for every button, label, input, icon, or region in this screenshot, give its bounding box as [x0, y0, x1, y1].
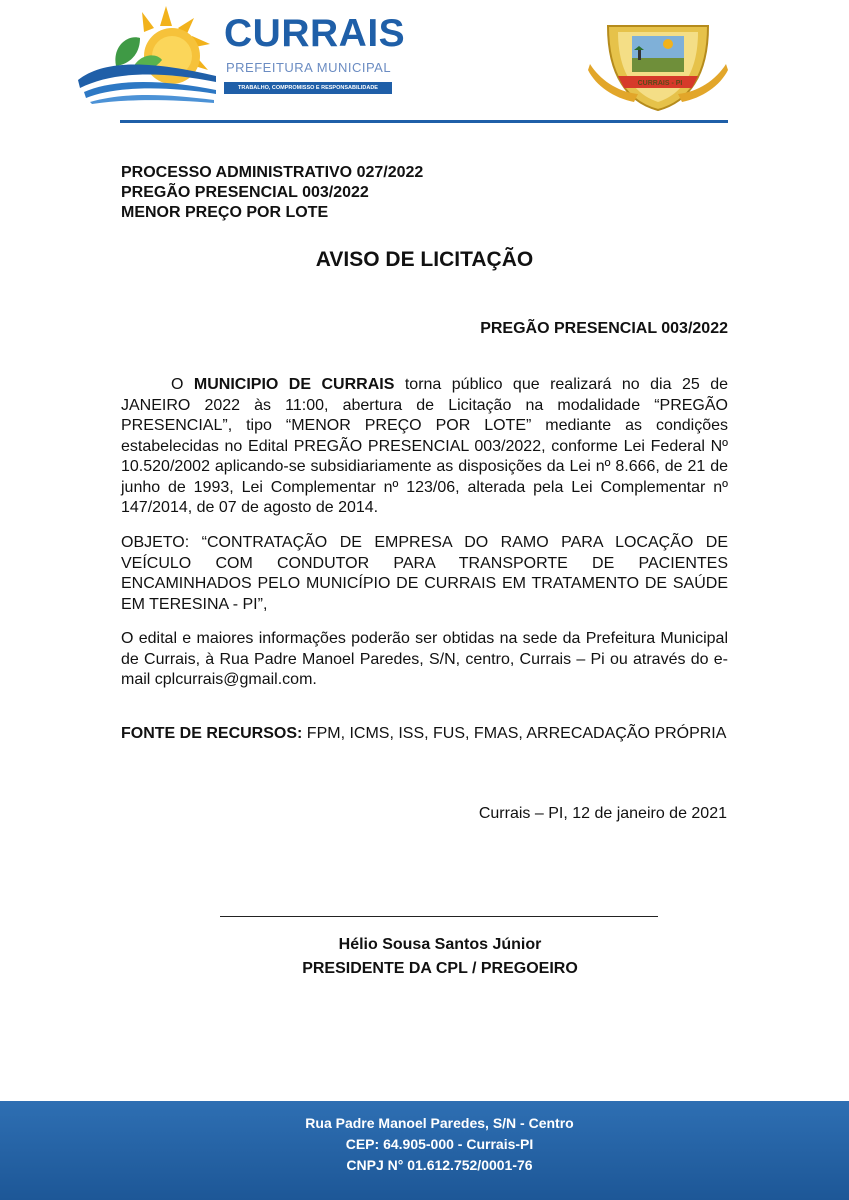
footer-cnpj: CNPJ N° 01.612.752/0001-76: [346, 1157, 533, 1173]
footer-band: [0, 1101, 849, 1200]
signature-line: [220, 916, 658, 917]
document-title: AVISO DE LICITAÇÃO: [315, 248, 534, 271]
municipal-seal-icon: [588, 6, 728, 114]
header-divider: [120, 120, 728, 123]
object-paragraph: OBJETO: “CONTRATAÇÃO DE EMPRESA DO RAMO PARA LOCAÇÃO DE VEÍCULO COM CONDUTOR PARA TRANSPORTE DE PACIENTES ENCAMINHADOS PELO MUNICÍPIO DE CURRAIS EM TRATAMENTO DE SAÚDE EM TERESINA - PI”,: [121, 534, 728, 613]
brand-name: CURRAIS: [224, 12, 406, 55]
footer-address: Rua Padre Manoel Paredes, S/N - Centro: [305, 1115, 574, 1131]
funding-paragraph: [121, 724, 728, 745]
signatory-role: PRESIDENTE DA CPL / PREGOEIRO: [302, 960, 578, 977]
funding-label: FONTE DE RECURSOS:: [121, 725, 303, 742]
footer-cep: CEP: 64.905-000 - Currais-PI: [345, 1136, 534, 1152]
municipality-name: MUNICIPIO DE CURRAIS: [193, 376, 395, 393]
process-block: [121, 163, 423, 223]
paragraph-text: torna público que realizará no dia 25 de JANEIRO 2022 às 11:00, abertura de Licitação na modalidade “PREGÃO PRESENCIAL”, tipo “MENOR PREÇO POR LOTE” mediante as condições estabelecidas no Edital PREGÃO PRESENCIAL 003/2022, conforme Lei Federal Nº 10.520/2002 aplicando-se subsidiariamente as disposições da Lei nº 8.666, de 21 de junho de 1993, Lei Complementar nº 123/06, alterada pela Lei Complementar nº 147/2014, de 07 de agosto de 2014.: [121, 376, 729, 516]
process-line: PROCESSO ADMINISTRATIVO 027/2022: [121, 164, 424, 181]
seal-label: CURRAIS - PI: [637, 80, 683, 87]
sun-field-icon: [76, 4, 226, 104]
brand-subtitle: PREFEITURA MUNICIPAL: [226, 60, 392, 75]
place-date: Currais – PI, 12 de janeiro de 2021: [478, 805, 727, 822]
process-line: MENOR PREÇO POR LOTE: [121, 204, 329, 221]
letterhead: [0, 0, 849, 124]
paragraph-lead: O: [171, 376, 194, 393]
prefeitura-logo: [76, 4, 406, 104]
info-paragraph: O edital e maiores informações poderão ser obtidas na sede da Prefeitura Municipal de Currais, à Rua Padre Manoel Paredes, S/N, centro, Currais – Pi ou através do e-mail cplcurrais@gmail.com.: [121, 630, 728, 688]
brand-tagline: TRABALHO, COMPROMISSO E RESPONSABILIDADE: [224, 82, 392, 94]
signatory-name: Hélio Sousa Santos Júnior: [338, 936, 542, 953]
process-line: PREGÃO PRESENCIAL 003/2022: [121, 184, 369, 201]
funding-sources: FPM, ICMS, ISS, FUS, FMAS, ARRECADAÇÃO PRÓPRIA: [302, 725, 727, 742]
announcement-paragraph: [121, 375, 728, 519]
reference-line: PREGÃO PRESENCIAL 003/2022: [480, 320, 728, 337]
